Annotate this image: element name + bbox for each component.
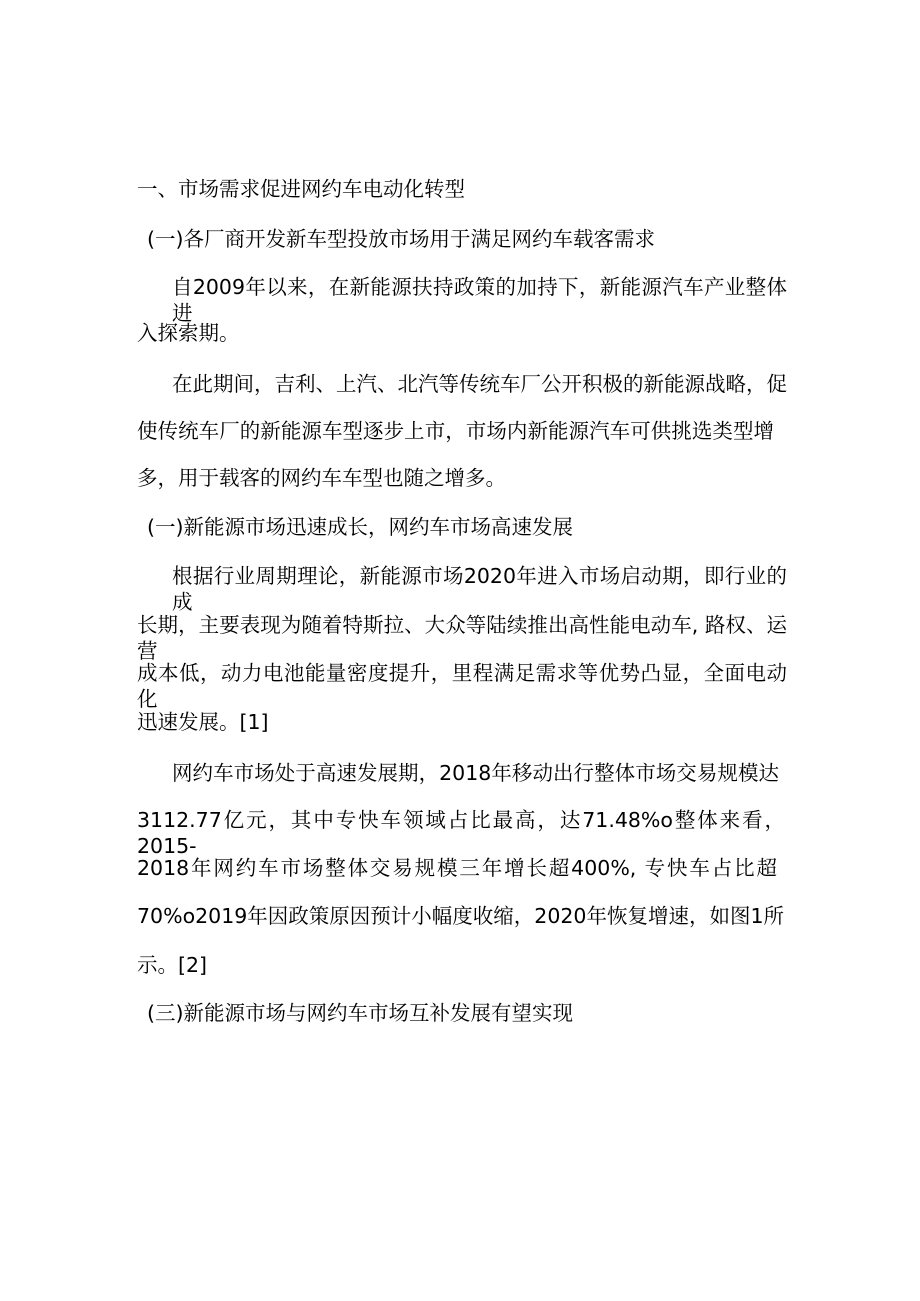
paragraph-2-line-2: 使传统车厂的新能源车型逐步上市，市场内新能源汽车可供挑选类型增 — [137, 419, 774, 443]
subsection-heading-2: (一)新能源市场迅速成长，网约车市场高速发展 — [147, 515, 573, 539]
paragraph-4-line-3: 2018年网约车市场整体交易规模三年增长超400%, 专快车占比超 — [137, 856, 777, 880]
subsection-heading-3: (三)新能源市场与网约车市场互补发展有望实现 — [147, 1001, 573, 1025]
paragraph-4-line-1: 网约车市场处于高速发展期，2018年移动出行整体市场交易规模达 — [172, 761, 779, 785]
paragraph-1-line-1: 自2009年以来，在新能源扶持政策的加持下，新能源汽车产业整体进 — [172, 275, 787, 325]
paragraph-3-line-1: 根据行业周期理论，新能源市场2020年进入市场启动期，即行业的成 — [172, 564, 787, 614]
paragraph-3-line-3: 成本低，动力电池能量密度提升，里程满足需求等优势凸显，全面电动化 — [137, 661, 787, 711]
paragraph-4-line-2: 3112.77亿元，其中专快车领域占比最高，达71.48%o整体来看，2015- — [137, 808, 785, 858]
section-heading: 一、市场需求促进网约车电动化转型 — [137, 177, 465, 201]
paragraph-4-line-4: 70%o2019年因政策原因预计小幅度收缩，2020年恢复增速，如图1所 — [137, 904, 784, 928]
paragraph-3-line-4: 迅速发展。[1] — [137, 710, 269, 734]
paragraph-4-line-5: 示。[2] — [137, 953, 208, 977]
paragraph-3-line-2: 长期，主要表现为随着特斯拉、大众等陆续推出高性能电动车, 路权、运营 — [137, 613, 787, 663]
paragraph-1-line-2: 入探索期。 — [137, 321, 240, 345]
paragraph-2-line-1: 在此期间，吉利、上汽、北汽等传统车厂公开积极的新能源战略，促 — [172, 372, 787, 396]
paragraph-2-line-3: 多，用于载客的网约车车型也随之增多。 — [137, 466, 506, 490]
subsection-heading-1: (一)各厂商开发新车型投放市场用于满足网约车载客需求 — [147, 227, 655, 251]
